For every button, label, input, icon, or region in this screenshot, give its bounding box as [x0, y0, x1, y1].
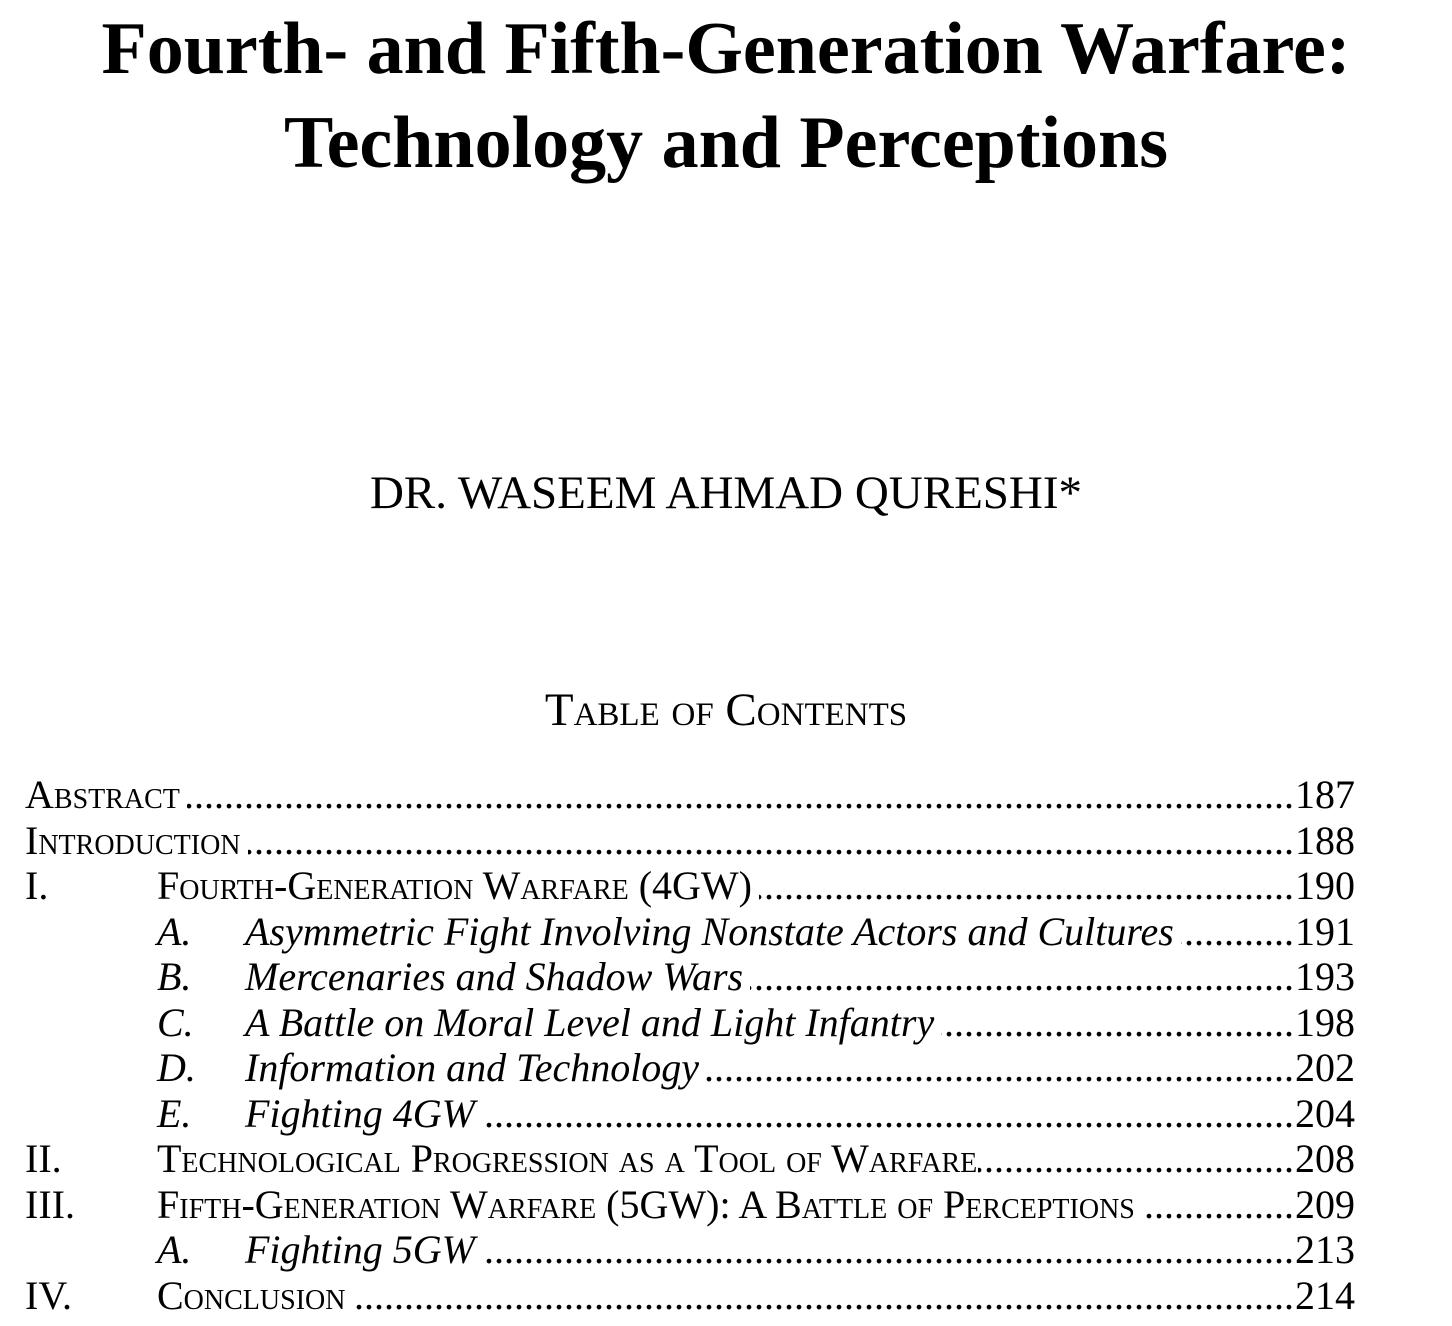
toc-entry-label: B.	[157, 954, 192, 999]
toc-page-number: 198	[1295, 999, 1355, 1045]
toc-entry-title: Fighting 5GW	[245, 1227, 475, 1272]
toc-page-number: 193	[1295, 954, 1355, 999]
toc-entry-title: Introduction	[25, 817, 241, 863]
author-byline: DR. WASEEM AHMAD QURESHI*	[369, 467, 1083, 519]
toc-entry-label: D.	[157, 1045, 196, 1090]
toc-entry-label: I.	[25, 863, 49, 908]
article-title-line1: Fourth- and Fifth-Generation Warfare:	[101, 8, 1351, 90]
dot-leader	[759, 863, 1294, 909]
toc-page-number: 187	[1295, 772, 1355, 817]
toc-row	[25, 1045, 1355, 1091]
table-of-contents	[25, 772, 1355, 1318]
toc-entry-title: Technological Progression as a Tool of Warfare	[157, 1136, 978, 1181]
toc-entry-label: A.	[157, 908, 192, 954]
toc-row	[25, 1136, 1355, 1182]
toc-entry-label: IV.	[25, 1272, 73, 1318]
toc-row	[25, 818, 1355, 864]
toc-heading: Table of Contents	[544, 684, 908, 736]
dot-leader	[482, 1227, 1294, 1273]
dot-leader	[187, 772, 1294, 818]
toc-entry-title: Asymmetric Fight Involving Nonstate Actors and Cultures	[245, 908, 1174, 954]
toc-entry-title: Conclusion	[157, 1272, 346, 1318]
toc-page-number: 202	[1295, 1045, 1355, 1090]
dot-leader	[706, 1045, 1294, 1091]
toc-entry-title: Abstract	[25, 772, 180, 817]
toc-page-number: 204	[1295, 1090, 1355, 1136]
toc-page-number: 190	[1295, 863, 1355, 908]
toc-entry-label: A.	[157, 1227, 192, 1272]
toc-entry-title: Fourth-Generation Warfare (4GW)	[157, 863, 753, 908]
toc-entry-title: Fifth-Generation Warfare (5GW): A Battle of Perceptions	[157, 1181, 1135, 1227]
toc-page-number: 208	[1295, 1136, 1355, 1181]
toc-row	[25, 1273, 1355, 1319]
dot-leader	[482, 1091, 1294, 1137]
toc-entry-title: Fighting 4GW	[245, 1090, 475, 1136]
toc-entry-label: III.	[25, 1181, 75, 1227]
toc-row	[25, 1227, 1355, 1273]
toc-page-number: 191	[1295, 908, 1355, 954]
toc-row	[25, 954, 1355, 1000]
toc-page-number: 209	[1295, 1181, 1355, 1227]
toc-page-number: 188	[1295, 817, 1355, 863]
toc-entry-title: Mercenaries and Shadow Wars	[245, 954, 744, 999]
toc-page-number: 214	[1295, 1272, 1355, 1318]
dot-leader	[352, 1273, 1294, 1319]
toc-row	[25, 863, 1355, 909]
toc-entry-title: A Battle on Moral Level and Light Infantry	[245, 999, 935, 1045]
dot-leader	[1142, 1182, 1294, 1228]
dot-leader	[941, 1000, 1294, 1046]
toc-row	[25, 1000, 1355, 1046]
dot-leader	[248, 818, 1294, 864]
toc-row	[25, 1182, 1355, 1228]
toc-entry-label: II.	[25, 1136, 62, 1181]
toc-row	[25, 1091, 1355, 1137]
toc-entry-label: E.	[157, 1090, 192, 1136]
toc-entry-title: Information and Technology	[245, 1045, 700, 1090]
toc-page-number: 213	[1295, 1227, 1355, 1272]
toc-row	[25, 772, 1355, 818]
dot-leader	[750, 954, 1294, 1000]
toc-entry-label: C.	[157, 999, 194, 1045]
article-title	[0, 0, 1452, 190]
dot-leader	[1181, 909, 1294, 955]
dot-leader	[978, 1136, 1294, 1182]
toc-row	[25, 909, 1355, 955]
article-title-line2: Technology and Perceptions	[284, 102, 1168, 184]
